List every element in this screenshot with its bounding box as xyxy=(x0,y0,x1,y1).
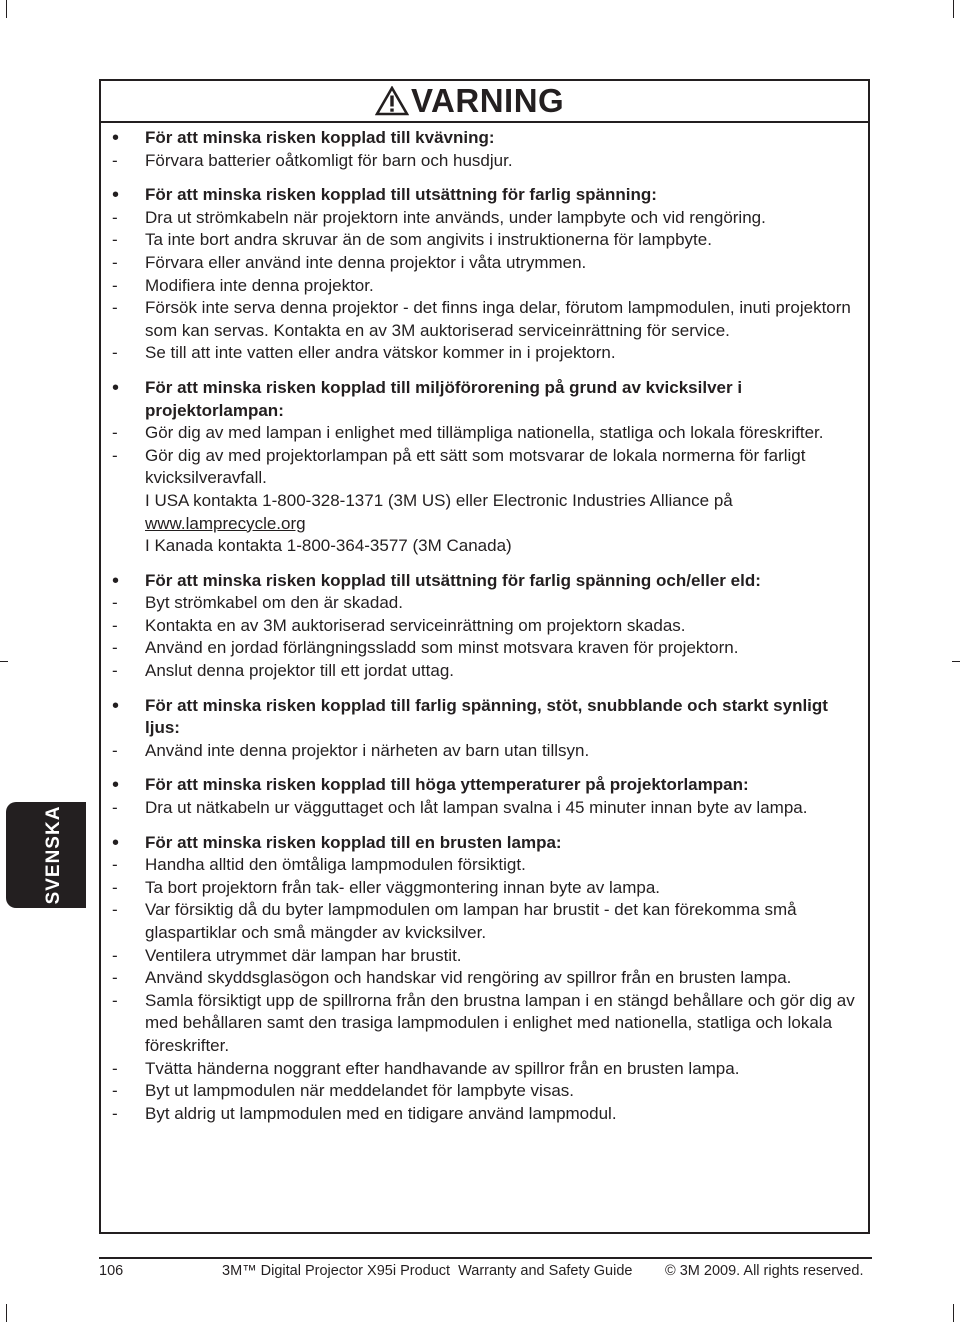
dash-marker: - xyxy=(112,230,118,250)
section-heading-text: För att minska risken kopplad till en brusten lampa: xyxy=(145,832,562,852)
warning-box xyxy=(99,79,870,1234)
dash-marker: - xyxy=(112,1103,118,1123)
warning-section xyxy=(111,570,863,683)
warning-triangle-icon xyxy=(375,86,409,116)
crop-mark xyxy=(953,1304,954,1322)
bullet-icon: • xyxy=(112,376,120,399)
list-item xyxy=(111,660,863,683)
dash-marker: - xyxy=(112,990,118,1010)
list-item-text xyxy=(145,445,863,558)
list-item-text: Byt ut lampmodulen när meddelandet för lampbyte visas. xyxy=(145,1081,575,1101)
section-heading-text: För att minska risken kopplad till kvävning: xyxy=(145,128,495,147)
list-item xyxy=(111,1058,863,1081)
section-heading-text: För att minska risken kopplad till utsättning för farlig spänning och/eller eld: xyxy=(145,570,761,590)
footer-divider xyxy=(99,1257,872,1259)
list-item-text: Byt strömkabel om den är skadad. xyxy=(145,593,403,613)
item-list xyxy=(111,207,863,365)
list-item-text: Använd inte denna projektor i närheten av barn utan tillsyn. xyxy=(145,740,590,760)
warning-section xyxy=(111,774,863,819)
bullet-icon: • xyxy=(112,569,120,592)
warning-title xyxy=(375,83,564,119)
list-item-text: Använd en jordad förlängningssladd som minst motsvara kraven för projektorn. xyxy=(145,638,739,658)
warning-header xyxy=(101,81,868,123)
dash-marker: - xyxy=(112,900,118,920)
list-item xyxy=(111,854,863,877)
list-item xyxy=(111,637,863,660)
warning-section xyxy=(111,184,863,365)
warning-title-text: VARNING xyxy=(411,82,565,119)
list-item xyxy=(111,740,863,763)
crop-mark xyxy=(953,0,954,18)
list-item xyxy=(111,252,863,275)
usa-contact-text: I USA kontakta 1-800-328-1371 (3M US) eller Electronic Industries Alliance på xyxy=(145,490,733,510)
list-item xyxy=(111,422,863,445)
dash-marker: - xyxy=(112,877,118,897)
dash-marker: - xyxy=(112,423,118,443)
list-item-text: Ventilera utrymmet där lampan har brustit. xyxy=(145,945,462,965)
list-item xyxy=(111,207,863,230)
item-list xyxy=(111,854,863,1125)
list-item-text: Förvara eller använd inte denna projektor i våta utrymmen. xyxy=(145,252,587,272)
list-item-text: Samla försiktigt upp de spillrorna från den brustna lampan i en stängd behållare och gör dig av med behållaren samt den trasiga lampmodulen i enlighet med nationella, statliga och lokala föreskrifter. xyxy=(145,990,855,1055)
list-item-text: Ta inte bort andra skruvar än de som angivits i instruktionerna för lampbyte. xyxy=(145,230,712,250)
list-item xyxy=(111,990,863,1058)
dash-marker: - xyxy=(112,638,118,658)
section-heading xyxy=(111,377,863,422)
item-body: Gör dig av med projektorlampan på ett sätt som motsvarar de lokala normerna för farligt kvicksilveravfall. xyxy=(145,445,806,488)
list-item xyxy=(111,877,863,900)
list-item-text: Byt aldrig ut lampmodulen med en tidigare använd lampmodul. xyxy=(145,1103,617,1123)
list-item xyxy=(111,1080,863,1103)
list-item xyxy=(111,592,863,615)
list-item-text: Tvätta händerna noggrant efter handhavande av spillror från en brusten lampa. xyxy=(145,1058,740,1078)
crop-mark xyxy=(0,661,8,662)
warning-section xyxy=(111,377,863,558)
list-item-text: Var försiktig då du byter lampmodulen om lampan har brustit - det kan förekomma små glaspartiklar och små mängder av kvicksilver. xyxy=(145,900,797,942)
list-item-text: Ta bort projektorn från tak- eller väggmontering innan byte av lampa. xyxy=(145,877,660,897)
warning-content xyxy=(111,127,863,1137)
item-list xyxy=(111,740,863,763)
dash-marker: - xyxy=(112,1058,118,1078)
list-item xyxy=(111,945,863,968)
dash-marker: - xyxy=(112,661,118,681)
dash-marker: - xyxy=(112,343,118,363)
warning-section xyxy=(111,127,863,172)
list-item xyxy=(111,899,863,944)
page-number: 106 xyxy=(99,1263,124,1279)
dash-marker: - xyxy=(112,968,118,988)
dash-marker: - xyxy=(112,945,118,965)
list-item xyxy=(111,275,863,298)
crop-mark xyxy=(6,1304,7,1322)
bullet-icon: • xyxy=(112,184,120,207)
section-heading-text: För att minska risken kopplad till farlig spänning, stöt, snubblande och starkt synligt ljus: xyxy=(145,695,828,738)
warning-section xyxy=(111,832,863,1126)
list-item xyxy=(111,615,863,638)
canada-contact-text: I Kanada kontakta 1-800-364-3577 (3M Canada) xyxy=(145,536,512,556)
section-heading xyxy=(111,695,863,740)
item-list xyxy=(111,150,863,173)
list-item-text: Se till att inte vatten eller andra vätskor kommer in i projektorn. xyxy=(145,343,616,363)
list-item xyxy=(111,967,863,990)
list-item-text: Anslut denna projektor till ett jordat uttag. xyxy=(145,661,455,681)
dash-marker: - xyxy=(112,252,118,272)
dash-marker: - xyxy=(112,798,118,818)
copyright-notice: © 3M 2009. All rights reserved. xyxy=(665,1263,864,1279)
dash-marker: - xyxy=(112,207,118,227)
list-item xyxy=(111,229,863,252)
list-item-text: Modifiera inte denna projektor. xyxy=(145,275,374,295)
dash-marker: - xyxy=(112,150,118,170)
list-item-text: Förvara batterier oåtkomligt för barn och husdjur. xyxy=(145,150,513,170)
item-list xyxy=(111,797,863,820)
language-side-tab-label: SVENSKA xyxy=(43,805,64,905)
dash-marker: - xyxy=(112,275,118,295)
bullet-icon: • xyxy=(112,127,120,149)
bullet-icon: • xyxy=(112,774,120,797)
list-item xyxy=(111,445,863,558)
dash-marker: - xyxy=(112,855,118,875)
section-heading xyxy=(111,184,863,207)
list-item-text: Försök inte serva denna projektor - det finns inga delar, förutom lampmodulen, inuti projektorn som kan servas. Kontakta en av 3M auktoriserad serviceinrättning för service. xyxy=(145,298,851,340)
bullet-icon: • xyxy=(112,831,120,854)
list-item xyxy=(111,297,863,342)
bullet-icon: • xyxy=(112,694,120,717)
list-item-text: Handha alltid den ömtåliga lampmodulen försiktigt. xyxy=(145,855,526,875)
section-heading-text: För att minska risken kopplad till miljöförorening på grund av kvicksilver i projektorlampan: xyxy=(145,377,743,420)
list-item-text: Dra ut strömkabeln när projektorn inte används, under lampbyte och vid rengöring. xyxy=(145,207,766,227)
list-item xyxy=(111,150,863,173)
dash-marker: - xyxy=(112,1081,118,1101)
list-item xyxy=(111,797,863,820)
list-item xyxy=(111,342,863,365)
section-heading xyxy=(111,570,863,593)
lamprecycle-link[interactable]: www.lamprecycle.org xyxy=(145,513,306,533)
section-heading-text: För att minska risken kopplad till utsättning för farlig spänning: xyxy=(145,185,657,205)
dash-marker: - xyxy=(112,615,118,635)
item-list xyxy=(111,422,863,558)
section-heading xyxy=(111,774,863,797)
list-item-text: Gör dig av med lampan i enlighet med tillämpliga nationella, statliga och lokala föreskrifter. xyxy=(145,423,824,443)
section-heading xyxy=(111,832,863,855)
dash-marker: - xyxy=(112,740,118,760)
crop-mark xyxy=(6,0,7,18)
section-heading-text: För att minska risken kopplad till höga yttemperaturer på projektorlampan: xyxy=(145,775,749,795)
document-title: 3M™ Digital Projector X95i Product Warranty and Safety Guide xyxy=(222,1263,633,1279)
dash-marker: - xyxy=(112,298,118,318)
list-item-text: Använd skyddsglasögon och handskar vid rengöring av spillror från en brusten lampa. xyxy=(145,968,792,988)
crop-mark xyxy=(952,661,960,662)
section-heading xyxy=(111,127,863,150)
warning-section xyxy=(111,695,863,763)
item-list xyxy=(111,592,863,682)
dash-marker: - xyxy=(112,445,118,465)
list-item-text: Kontakta en av 3M auktoriserad serviceinrättning om projektorn skadas. xyxy=(145,615,686,635)
list-item-text: Dra ut nätkabeln ur vägguttaget och låt lampan svalna i 45 minuter innan byte av lampa. xyxy=(145,798,808,818)
dash-marker: - xyxy=(112,593,118,613)
list-item xyxy=(111,1103,863,1126)
